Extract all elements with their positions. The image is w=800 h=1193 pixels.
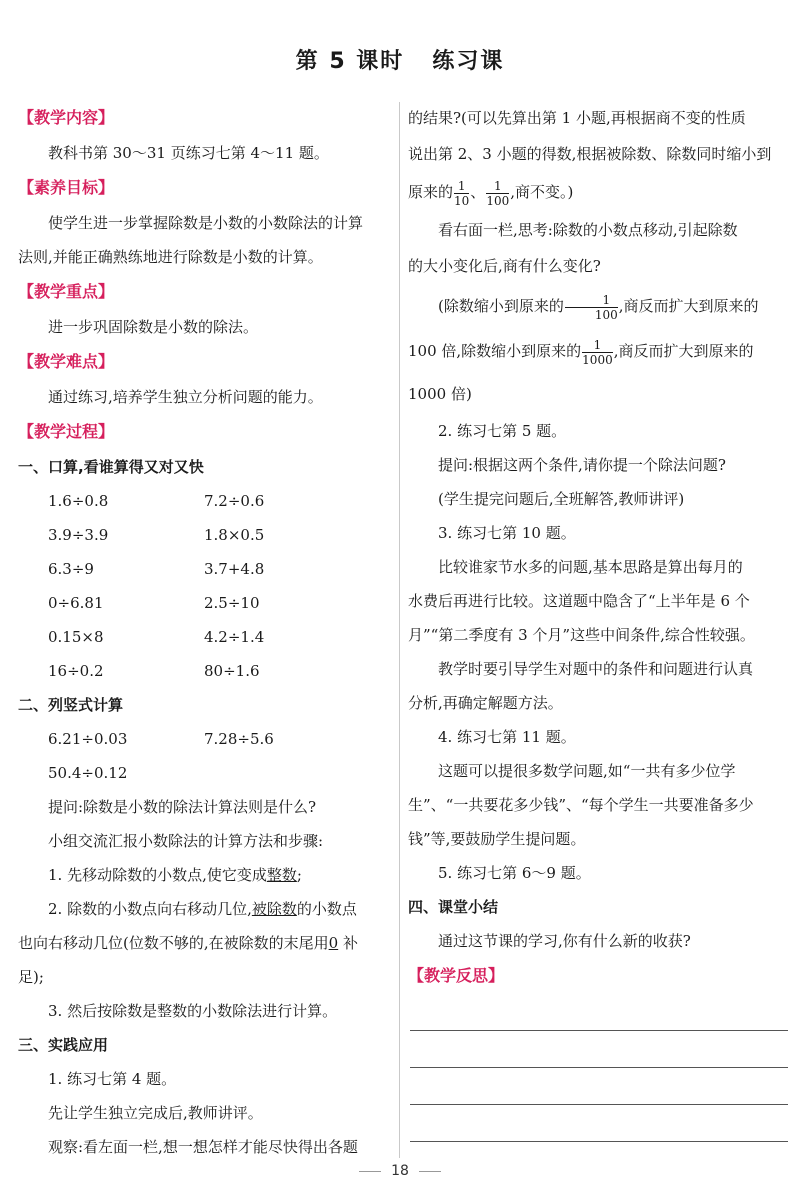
step-1-text: 1. 先移动除数的小数点,使它变成 <box>48 866 267 884</box>
fraction-one-hundredth <box>565 293 618 322</box>
section-1-heading: 一、口算,看谁算得又对又快 <box>18 458 204 476</box>
fraction-one-hundredth <box>486 179 509 208</box>
goal-line-1: 使学生进一步掌握除数是小数的小数除法的计算 <box>48 214 364 232</box>
exercise-4: 1. 练习七第 4 题。 <box>48 1070 177 1088</box>
section-3-heading: 三、实践应用 <box>18 1036 109 1054</box>
reflection-tag: 【教学反思】 <box>408 966 505 985</box>
mental-item: 0.15×8 <box>48 628 104 646</box>
text: 原来的 <box>408 183 454 201</box>
think-line-2: 的大小变化后,商有什么变化? <box>408 257 601 275</box>
reflection-blank-line[interactable] <box>410 1068 788 1105</box>
text: 100 倍,除数缩小到原来的 <box>408 342 582 360</box>
step-2-text: 2. 除数的小数点向右移动几位, <box>48 900 252 918</box>
numerator: 1 <box>486 179 509 194</box>
text: 、 <box>470 183 486 201</box>
step-2-line-3: 足); <box>18 968 44 986</box>
exercise-6-9: 5. 练习七第 6～9 题。 <box>438 864 591 882</box>
exercise-11-line-3: 钱”等,要鼓励学生提问题。 <box>408 830 586 848</box>
step-2-underline-zero: 0 <box>328 934 339 952</box>
difficulty-text: 通过练习,培养学生独立分析问题的能力。 <box>48 388 323 406</box>
exercise-11: 4. 练习七第 11 题。 <box>438 728 576 746</box>
rule-question: 提问:除数是小数的除法计算法则是什么? <box>48 798 317 816</box>
right-column <box>408 100 788 1142</box>
continue-line-3 <box>408 172 788 212</box>
mental-item: 16÷0.2 <box>48 662 104 680</box>
step-2-line-1 <box>18 892 394 926</box>
mental-item: 7.2÷0.6 <box>204 492 265 510</box>
column-divider <box>399 102 400 1158</box>
step-1-end: ; <box>296 866 302 884</box>
mental-row <box>18 518 394 552</box>
mental-row <box>18 552 394 586</box>
exercise-10: 3. 练习七第 10 题。 <box>438 524 576 542</box>
page-number-value: 18 <box>391 1163 409 1179</box>
mental-item: 0÷6.81 <box>48 594 104 612</box>
numerator: 1 <box>454 179 469 194</box>
section-2-heading: 二、列竖式计算 <box>18 696 124 714</box>
step-2-text-end: 的小数点 <box>296 900 357 918</box>
step-1 <box>18 858 394 892</box>
vertical-item: 7.28÷5.6 <box>204 730 274 748</box>
observe-text: 观察:看左面一栏,想一想怎样才能尽快得出各题 <box>48 1138 358 1156</box>
exercise-10-line-1: 比较谁家节水多的问题,基本思路是算出每月的 <box>438 558 743 576</box>
think-line-1: 看右面一栏,思考:除数的小数点移动,引起除数 <box>438 221 738 239</box>
summary-text: 通过这节课的学习,你有什么新的收获? <box>438 932 691 950</box>
exercise-10-line-2: 水费后再进行比较。这道题中隐含了“上半年是 6 个 <box>408 592 750 610</box>
mental-row <box>18 586 394 620</box>
denominator: 10 <box>454 193 470 208</box>
mental-row <box>18 484 394 518</box>
mental-item: 1.8×0.5 <box>204 526 265 544</box>
denominator: 100 <box>486 193 510 208</box>
fraction-one-tenth <box>454 179 469 208</box>
goal-tag: 【素养目标】 <box>18 178 115 197</box>
continue-line-2: 说出第 2、3 小题的得数,根据被除数、除数同时缩小到 <box>408 145 772 163</box>
exercise-5-note: (学生提完问题后,全班解答,教师讲评) <box>438 490 685 508</box>
page-dash <box>359 1171 381 1172</box>
exercise-10-line-4: 教学时要引导学生对题中的条件和问题进行认真 <box>438 660 754 678</box>
step-2-line-2 <box>18 926 394 960</box>
page-dash <box>419 1171 441 1172</box>
step-2-underline: 被除数 <box>251 900 297 918</box>
step-1-underline: 整数 <box>266 866 297 884</box>
difficulty-tag: 【教学难点】 <box>18 352 115 371</box>
group-report: 小组交流汇报小数除法的计算方法和步骤: <box>48 832 324 850</box>
mental-item: 3.9÷3.9 <box>48 526 109 544</box>
vertical-item: 6.21÷0.03 <box>48 730 128 748</box>
answer-line-1 <box>408 284 788 328</box>
lesson-name: 练习课 <box>432 49 505 74</box>
step-2-text-end: 补 <box>338 934 358 952</box>
lesson-number: 第 5 课时 <box>295 49 405 74</box>
key-point-tag: 【教学重点】 <box>18 282 115 301</box>
teaching-content-text: 教科书第 30～31 页练习七第 4～11 题。 <box>48 144 329 162</box>
exercise-5: 2. 练习七第 5 题。 <box>438 422 567 440</box>
page-title <box>0 44 800 75</box>
answer-line-2 <box>408 328 788 374</box>
exercise-4-note: 先让学生独立完成后,教师讲评。 <box>48 1104 263 1122</box>
exercise-5-question: 提问:根据这两个条件,请你提一个除法问题? <box>438 456 726 474</box>
fraction-one-thousandth <box>582 338 613 367</box>
text: ,商不变。) <box>510 183 574 201</box>
vertical-row <box>18 756 394 790</box>
exercise-11-line-2: 生”、“一共要花多少钱”、“每个学生一共要准备多少 <box>408 796 754 814</box>
denominator: 100 <box>594 307 618 322</box>
reflection-blank-line[interactable] <box>410 994 788 1031</box>
step-2-text: 也向右移动几位(位数不够的,在被除数的末尾用 <box>18 934 329 952</box>
process-tag: 【教学过程】 <box>18 422 115 441</box>
exercise-11-line-1: 这题可以提很多数学问题,如“一共有多少位学 <box>438 762 736 780</box>
mental-row <box>18 620 394 654</box>
denominator: 1000 <box>582 352 613 367</box>
goal-line-2: 法则,并能正确熟练地进行除数是小数的计算。 <box>18 248 323 266</box>
exercise-10-line-5: 分析,再确定解题方法。 <box>408 694 563 712</box>
text: ,商反而扩大到原来的 <box>613 342 754 360</box>
section-4-heading: 四、课堂小结 <box>408 898 499 916</box>
numerator: 1 <box>565 293 618 308</box>
mental-item: 6.3÷9 <box>48 560 94 578</box>
mental-item: 1.6÷0.8 <box>48 492 109 510</box>
vertical-item <box>204 756 394 790</box>
vertical-item: 50.4÷0.12 <box>48 764 128 782</box>
mental-item: 3.7+4.8 <box>204 560 265 578</box>
key-point-text: 进一步巩固除数是小数的除法。 <box>48 318 259 336</box>
text: ,商反而扩大到原来的 <box>618 297 759 315</box>
numerator: 1 <box>582 338 613 353</box>
continue-line-1: 的结果?(可以先算出第 1 小题,再根据商不变的性质 <box>408 109 746 127</box>
reflection-blank-line[interactable] <box>410 1031 788 1068</box>
mental-item: 4.2÷1.4 <box>204 628 265 646</box>
reflection-blank-line[interactable] <box>410 1105 788 1142</box>
mental-item: 2.5÷10 <box>204 594 260 612</box>
exercise-10-line-3: 月”“第二季度有 3 个月”这些中间条件,综合性较强。 <box>408 626 755 644</box>
page-number <box>0 1163 800 1179</box>
vertical-row <box>18 722 394 756</box>
mental-row <box>18 654 394 688</box>
answer-line-3: 1000 倍) <box>408 385 472 403</box>
teaching-content-tag: 【教学内容】 <box>18 108 115 127</box>
left-column <box>18 100 394 1164</box>
text: (除数缩小到原来的 <box>438 297 564 315</box>
mental-item: 80÷1.6 <box>204 662 260 680</box>
step-3: 3. 然后按除数是整数的小数除法进行计算。 <box>48 1002 338 1020</box>
